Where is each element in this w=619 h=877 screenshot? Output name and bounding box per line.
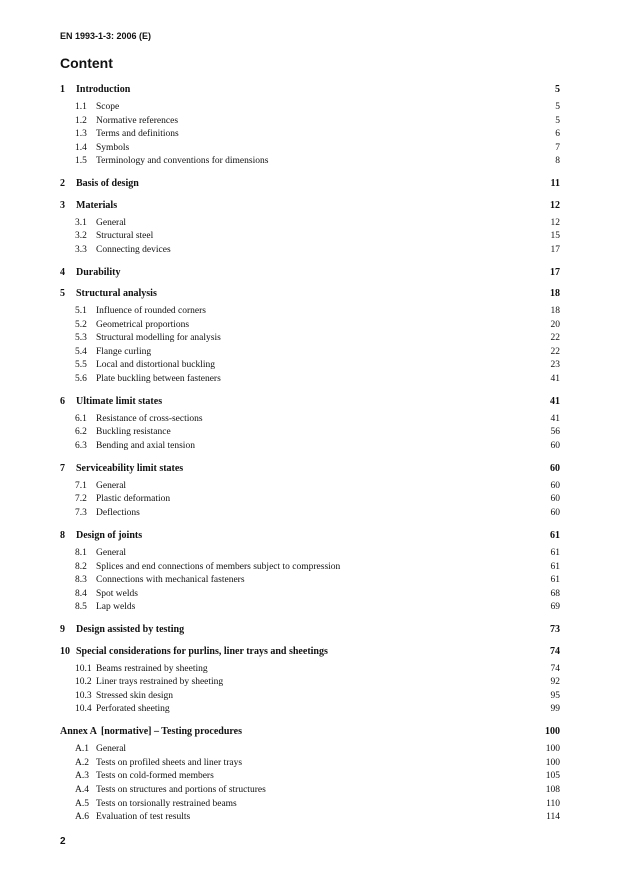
toc-section-entry[interactable]: [60, 346, 560, 360]
toc-section-page: 108: [545, 784, 560, 795]
toc-section-title: Tests on structures and portions of structures: [96, 784, 266, 795]
toc-section-entry[interactable]: [60, 217, 560, 231]
toc-section-number: A.2: [75, 757, 89, 768]
toc-section-title: Tests on profiled sheets and liner trays: [96, 757, 243, 768]
toc-chapter-page: 17: [550, 266, 560, 278]
toc-entry-heading: [75, 332, 221, 346]
toc-entry-heading: [75, 346, 151, 360]
toc-section-number: 5.6: [75, 373, 87, 384]
toc-entry-heading: [60, 726, 242, 738]
toc-chapter-title: Design assisted by testing: [76, 624, 185, 636]
toc-section-page: 60: [550, 508, 560, 519]
toc-entry-heading: [75, 743, 126, 757]
toc-section-number: 3.2: [75, 231, 87, 242]
toc-chapter: [60, 200, 560, 258]
toc-section-number: 3.1: [75, 217, 87, 228]
toc-chapter: [60, 396, 560, 454]
toc-section-page: 68: [550, 588, 560, 599]
toc-section-entry[interactable]: [60, 601, 560, 615]
toc-section-page: 60: [550, 494, 560, 505]
toc-section-number: 1.5: [75, 156, 87, 167]
toc-entry-heading: [75, 493, 170, 507]
toc-section-number: 1.2: [75, 115, 87, 126]
toc-section-title: Lap welds: [96, 602, 136, 613]
toc-section-number: A.3: [75, 771, 89, 782]
toc-section-entry[interactable]: [60, 373, 560, 387]
toc-section-entry[interactable]: [60, 230, 560, 244]
toc-section-title: Stressed skin design: [96, 690, 174, 701]
toc-section-title: Scope: [96, 102, 120, 112]
toc-chapter-title: Special considerations for purlins, liner trays and sheetings: [76, 645, 328, 657]
toc-entry-heading: [75, 305, 206, 319]
toc-section-title: Normative references: [96, 115, 179, 126]
toc-entry-heading: [60, 267, 120, 279]
toc-entry-heading: [75, 798, 237, 812]
toc-entry-heading: [75, 230, 153, 244]
toc-entry-heading: [75, 115, 178, 129]
toc-entry-heading: [75, 440, 195, 454]
toc-section-page: 114: [546, 812, 560, 823]
toc-section-number: 1.4: [75, 142, 87, 153]
toc-section-title: Plate buckling between fasteners: [96, 373, 221, 384]
toc-section-title: Tests on torsionally restrained beams: [96, 798, 237, 809]
toc-chapter-page: 100: [545, 726, 560, 738]
toc-section-entry[interactable]: [60, 128, 560, 142]
toc-section-page: 22: [550, 333, 560, 344]
toc-section-number: 10.4: [75, 704, 92, 715]
toc-chapter-number: 4: [60, 266, 65, 278]
toc-entry-heading: [75, 507, 140, 521]
toc-entry-heading: [75, 690, 173, 704]
toc-chapter-title: [normative] – Testing procedures: [100, 726, 242, 738]
table-of-contents: [60, 84, 560, 825]
toc-entry-heading: [60, 178, 139, 190]
toc-section-number: A.1: [75, 744, 89, 755]
toc-entry-heading: [60, 200, 117, 212]
toc-section-entry[interactable]: [60, 332, 560, 346]
toc-chapter-number: 3: [60, 199, 65, 211]
toc-chapter: [60, 726, 560, 825]
toc-section-page: 60: [550, 440, 560, 451]
toc-chapter-title: Basis of design: [76, 178, 139, 190]
toc-section-title: Symbols: [96, 142, 130, 153]
toc-section-title: Connecting devices: [96, 244, 171, 255]
toc-section-page: 95: [550, 690, 560, 701]
toc-section-entry[interactable]: [60, 703, 560, 717]
toc-section-entry[interactable]: [60, 798, 560, 812]
toc-chapter-title: Serviceability limit states: [76, 462, 184, 474]
toc-section-entry[interactable]: [60, 757, 560, 771]
toc-section-number: 5.3: [75, 333, 87, 344]
toc-section-number: 8.3: [75, 575, 87, 586]
toc-entry-heading: [75, 601, 135, 615]
toc-section-page: 8: [555, 156, 560, 167]
toc-chapter-number: Annex A: [60, 726, 97, 738]
toc-entry-heading: [60, 646, 328, 658]
toc-section-title: Deflections: [96, 508, 140, 519]
toc-section-title: Tests on cold-formed members: [96, 771, 214, 782]
toc-section-page: 60: [550, 480, 560, 491]
toc-entry-heading: [75, 128, 179, 142]
toc-chapter-entry[interactable]: [60, 84, 560, 96]
toc-chapter-entry[interactable]: [60, 178, 560, 190]
toc-chapter-title: Introduction: [76, 84, 131, 95]
toc-chapter-title: Materials: [76, 199, 118, 211]
toc-chapter: [60, 530, 560, 615]
toc-section-number: 5.4: [75, 346, 87, 357]
toc-entry-heading: [75, 588, 138, 602]
toc-section-entry[interactable]: [60, 440, 560, 454]
toc-section-title: Beams restrained by sheeting: [96, 663, 208, 674]
toc-entry-heading: [75, 413, 203, 427]
toc-section-page: 61: [550, 547, 560, 558]
toc-section-entry[interactable]: [60, 359, 560, 373]
toc-entry-heading: [60, 530, 142, 542]
toc-chapter-entry[interactable]: [60, 726, 560, 738]
toc-section-number: 8.5: [75, 602, 87, 613]
toc-section-entry[interactable]: [60, 426, 560, 440]
toc-entry-heading: [60, 288, 157, 300]
toc-section-number: A.5: [75, 798, 89, 809]
toc-section-title: Local and distortional buckling: [96, 360, 215, 371]
toc-section-title: Splices and end connections of members subject to compression: [96, 561, 341, 572]
toc-section-title: Resistance of cross-sections: [96, 413, 203, 424]
toc-chapter-entry[interactable]: [60, 530, 560, 542]
toc-section-entry[interactable]: [60, 493, 560, 507]
toc-section-title: General: [96, 217, 127, 228]
toc-section-entry[interactable]: [60, 547, 560, 561]
toc-section-title: Structural modelling for analysis: [96, 333, 221, 344]
toc-section-page: 74: [550, 663, 560, 674]
toc-section-entry[interactable]: [60, 244, 560, 258]
toc-chapter-title: Durability: [76, 266, 121, 278]
toc-section-number: 1.1: [75, 102, 87, 112]
toc-section-number: 6.2: [75, 427, 87, 438]
toc-section-page: 12: [550, 217, 560, 228]
toc-section-page: 110: [546, 798, 560, 809]
toc-section-entry[interactable]: [60, 319, 560, 333]
toc-entry-heading: [75, 757, 242, 771]
toc-section-number: A.4: [75, 784, 89, 795]
toc-section-entry[interactable]: [60, 574, 560, 588]
toc-chapter-page: 12: [550, 199, 560, 211]
toc-chapter-entry[interactable]: [60, 288, 560, 300]
toc-chapter-title: Design of joints: [76, 529, 143, 541]
toc-entry-heading: [75, 574, 245, 588]
toc-section-entry[interactable]: [60, 561, 560, 575]
toc-chapter: [60, 624, 560, 636]
toc-section-page: 69: [550, 602, 560, 613]
toc-section-number: 5.1: [75, 305, 87, 316]
toc-section-page: 100: [545, 744, 560, 755]
toc-entry-heading: [75, 319, 189, 333]
toc-section-title: Perforated sheeting: [96, 704, 170, 715]
toc-section-title: Plastic deformation: [96, 494, 171, 505]
toc-section-page: 92: [550, 677, 560, 688]
toc-chapter-page: 11: [550, 178, 560, 190]
toc-chapter-page: 60: [550, 462, 560, 474]
toc-entry-heading: [75, 373, 221, 387]
toc-section-title: Connections with mechanical fasteners: [96, 575, 245, 586]
toc-section-entry[interactable]: [60, 588, 560, 602]
toc-section-number: 8.4: [75, 588, 87, 599]
toc-entry-heading: [75, 703, 170, 717]
toc-chapter-title: Structural analysis: [76, 287, 157, 299]
toc-section-page: 5: [555, 115, 560, 126]
toc-section-title: Spot welds: [96, 588, 138, 599]
toc-entry-heading: [75, 676, 223, 690]
toc-chapter-page: 74: [550, 645, 560, 657]
toc-section-title: Geometrical proportions: [96, 319, 190, 330]
toc-entry-heading: [75, 811, 190, 825]
toc-section-title: Terms and definitions: [96, 129, 179, 140]
toc-chapter-number: 7: [60, 462, 65, 474]
toc-section-page: 18: [550, 305, 560, 316]
toc-section-number: 8.2: [75, 561, 87, 572]
toc-chapter-page: 18: [550, 287, 560, 299]
toc-section-title: Influence of rounded corners: [96, 305, 206, 316]
toc-chapter-title: Ultimate limit states: [76, 395, 163, 407]
toc-entry-heading: [75, 784, 266, 798]
toc-chapter: [60, 463, 560, 521]
toc-entry-heading: [75, 480, 126, 494]
toc-chapter: [60, 84, 560, 169]
toc-section-number: 10.1: [75, 663, 92, 674]
toc-entry-heading: [75, 547, 126, 561]
toc-entry-heading: [75, 359, 215, 373]
toc-chapter-number: 10: [60, 645, 70, 657]
toc-chapter-number: 9: [60, 624, 65, 636]
toc-section-page: 7: [555, 142, 560, 153]
toc-section-page: 5: [555, 102, 560, 112]
toc-section-title: Bending and axial tension: [96, 440, 195, 451]
toc-section-entry[interactable]: [60, 305, 560, 319]
toc-section-page: 105: [545, 771, 560, 782]
toc-chapter-number: 6: [60, 395, 65, 407]
toc-section-number: 3.3: [75, 244, 87, 255]
toc-section-page: 41: [550, 413, 560, 424]
toc-section-entry[interactable]: [60, 155, 560, 169]
toc-section-entry[interactable]: [60, 811, 560, 825]
toc-title: Content: [60, 55, 113, 71]
toc-section-number: 7.3: [75, 508, 87, 519]
toc-section-title: Flange curling: [96, 346, 152, 357]
toc-section-entry[interactable]: [60, 413, 560, 427]
toc-chapter-entry[interactable]: [60, 396, 560, 408]
toc-section-title: Buckling resistance: [96, 427, 171, 438]
toc-section-title: Liner trays restrained by sheeting: [96, 677, 224, 688]
toc-entry-heading: [60, 463, 183, 475]
toc-section-title: General: [96, 744, 127, 755]
toc-chapter-page: 73: [550, 624, 560, 636]
toc-entry-heading: [75, 426, 171, 440]
page-number: 2: [60, 836, 66, 847]
toc-section-entry[interactable]: [60, 743, 560, 757]
toc-section-page: 56: [550, 427, 560, 438]
toc-section-entry[interactable]: [60, 690, 560, 704]
toc-chapter-page: 5: [555, 84, 560, 95]
toc-chapter-page: 41: [550, 395, 560, 407]
toc-section-number: 1.3: [75, 129, 87, 140]
toc-entry-heading: [75, 770, 214, 784]
toc-section-number: 6.1: [75, 413, 87, 424]
toc-section-entry[interactable]: [60, 480, 560, 494]
toc-section-page: 6: [555, 129, 560, 140]
toc-chapter-number: 8: [60, 529, 65, 541]
toc-entry-heading: [75, 217, 126, 231]
toc-section-page: 99: [550, 704, 560, 715]
toc-chapter: [60, 178, 560, 190]
toc-section-page: 20: [550, 319, 560, 330]
toc-section-number: 10.3: [75, 690, 92, 701]
toc-section-entry[interactable]: [60, 676, 560, 690]
toc-section-number: 6.3: [75, 440, 87, 451]
toc-chapter-page: 61: [550, 529, 560, 541]
toc-section-title: Evaluation of test results: [96, 812, 191, 823]
toc-section-number: 5.2: [75, 319, 87, 330]
document-header: EN 1993-1-3: 2006 (E): [60, 31, 152, 41]
toc-section-page: 61: [550, 575, 560, 586]
toc-section-page: 100: [545, 757, 560, 768]
toc-entry-heading: [75, 142, 129, 156]
toc-entry-heading: [75, 561, 340, 575]
toc-section-title: General: [96, 547, 127, 558]
toc-chapter-number: 2: [60, 178, 65, 190]
toc-entry-heading: [75, 244, 171, 258]
toc-section-entry[interactable]: [60, 770, 560, 784]
toc-section-entry[interactable]: [60, 101, 560, 115]
toc-section-number: 8.1: [75, 547, 87, 558]
toc-section-entry[interactable]: [60, 142, 560, 156]
toc-chapter-number: 5: [60, 287, 65, 299]
toc-chapter-entry[interactable]: [60, 200, 560, 212]
toc-section-entry[interactable]: [60, 663, 560, 677]
toc-chapter: [60, 646, 560, 717]
toc-entry-heading: [60, 396, 162, 408]
toc-section-title: General: [96, 480, 127, 491]
toc-chapter-entry[interactable]: [60, 624, 560, 636]
toc-section-page: 61: [550, 561, 560, 572]
toc-entry-heading: [60, 84, 130, 96]
toc-entry-heading: [75, 155, 268, 169]
toc-section-page: 15: [550, 231, 560, 242]
toc-entry-heading: [75, 663, 208, 677]
toc-entry-heading: [60, 624, 184, 636]
toc-section-number: 7.1: [75, 480, 87, 491]
toc-chapter-number: 1: [60, 84, 65, 95]
toc-section-title: Terminology and conventions for dimensions: [96, 156, 269, 167]
toc-section-page: 17: [550, 244, 560, 255]
toc-chapter-entry[interactable]: [60, 267, 560, 279]
toc-section-number: A.6: [75, 812, 89, 823]
toc-section-number: 10.2: [75, 677, 92, 688]
toc-section-entry[interactable]: [60, 115, 560, 129]
toc-section-number: 5.5: [75, 360, 87, 371]
toc-section-number: 7.2: [75, 494, 87, 505]
toc-section-page: 22: [550, 346, 560, 357]
toc-section-page: 23: [550, 360, 560, 371]
toc-chapter: [60, 288, 560, 387]
toc-section-page: 41: [550, 373, 560, 384]
toc-chapter: [60, 267, 560, 279]
toc-section-entry[interactable]: [60, 784, 560, 798]
toc-entry-heading: [75, 101, 119, 115]
toc-chapter-entry[interactable]: [60, 646, 560, 658]
toc-section-title: Structural steel: [96, 231, 154, 242]
toc-section-entry[interactable]: [60, 507, 560, 521]
toc-chapter-entry[interactable]: [60, 463, 560, 475]
